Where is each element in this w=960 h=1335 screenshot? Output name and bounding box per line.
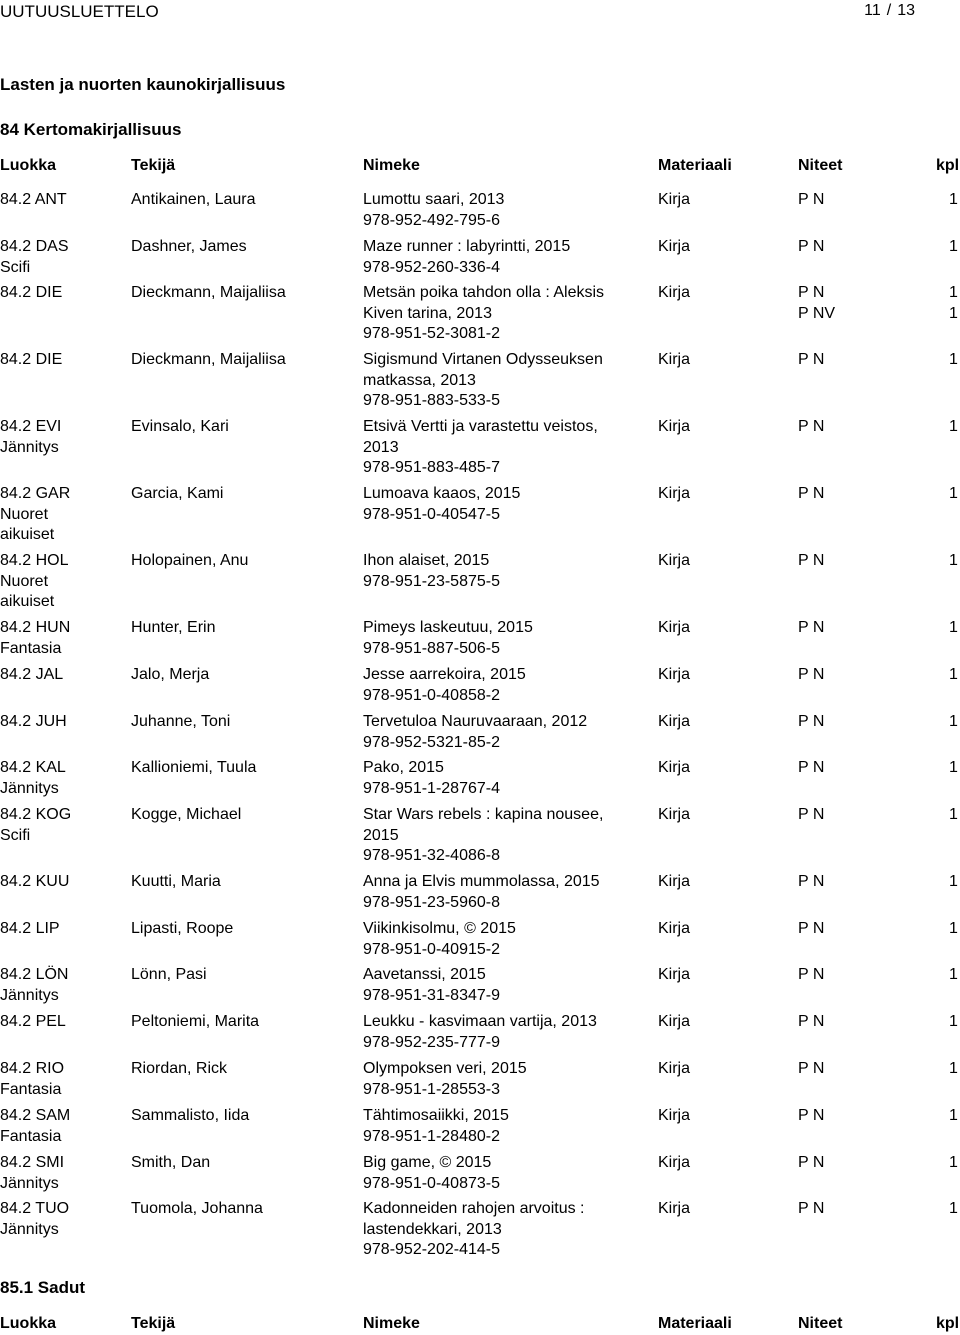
material-cell: Kirja — [658, 552, 691, 569]
author-cell: Antikainen, Laura — [131, 191, 256, 208]
classification-cell: 84.2 KAL Jännitys — [0, 759, 66, 797]
material-cell: Kirja — [658, 713, 691, 730]
material-cell: Kirja — [658, 284, 691, 301]
col-header-kpl: kpl — [936, 1315, 960, 1332]
material-cell: Kirja — [658, 1013, 691, 1030]
document-title: UUTUUSLUETTELO — [0, 2, 159, 21]
title-cell: Metsän poika tahdon olla : Aleksis Kiven tarina, 2013 978-951-52-3081-2 — [363, 284, 605, 343]
count-cell: 1 — [949, 966, 958, 983]
section-title: Lasten ja nuorten kaunokirjallisuus — [0, 75, 286, 94]
title-cell: Viikinkisolmu, © 2015 978-951-0-40915-2 — [363, 920, 516, 958]
title-cell: Ihon alaiset, 2015 978-951-23-5875-5 — [363, 552, 500, 590]
title-cell: Pimeys laskeutuu, 2015 978-951-887-506-5 — [363, 619, 533, 657]
title-cell: Sigismund Virtanen Odysseuksen matkassa, 2013 978-951-883-533-5 — [363, 351, 603, 410]
count-cell: 1 — [949, 485, 958, 502]
author-cell: Lipasti, Roope — [131, 920, 234, 937]
page-header — [0, 0, 960, 24]
col-header-tekija: Tekijä — [131, 157, 176, 174]
copies-location-cell: P N — [798, 1200, 825, 1217]
classification-cell: 84.2 DIE — [0, 351, 63, 368]
classification-cell: 84.2 DAS Scifi — [0, 238, 69, 276]
column-header-row — [0, 157, 960, 177]
col-header-nimeke: Nimeke — [363, 157, 420, 174]
classification-cell: 84.2 JUH — [0, 713, 67, 730]
count-cell: 1 — [949, 920, 958, 937]
classification-cell: 84.2 KOG Scifi — [0, 806, 72, 844]
copies-location-cell: P N — [798, 1107, 825, 1124]
count-cell: 1 1 — [949, 284, 958, 322]
classification-cell: 84.2 HOL Nuoret aikuiset — [0, 552, 69, 611]
copies-location-cell: P N — [798, 552, 825, 569]
col-header-kpl: kpl — [936, 157, 960, 174]
count-cell: 1 — [949, 1107, 958, 1124]
total-pages: 13 — [897, 2, 915, 19]
count-cell: 1 — [949, 713, 958, 730]
count-cell: 1 — [949, 619, 958, 636]
title-cell: Jesse aarrekoira, 2015 978-951-0-40858-2 — [363, 666, 526, 704]
col-header-luokka: Luokka — [0, 1315, 57, 1332]
material-cell: Kirja — [658, 666, 691, 683]
title-cell: Etsivä Vertti ja varastettu veistos, 2013 978-951-883-485-7 — [363, 418, 598, 477]
title-cell: Kadonneiden rahojen arvoitus : lastendekkari, 2013 978-952-202-414-5 — [363, 1200, 585, 1259]
author-cell: Tuomola, Johanna — [131, 1200, 263, 1217]
classification-cell: 84.2 GAR Nuoret aikuiset — [0, 485, 71, 544]
col-header-luokka: Luokka — [0, 157, 57, 174]
classification-cell: 84.2 KUU — [0, 873, 70, 890]
title-cell: Star Wars rebels : kapina nousee, 2015 978-951-32-4086-8 — [363, 806, 604, 865]
col-header-nimeke: Nimeke — [363, 1315, 420, 1332]
classification-cell: 84.2 LÖN Jännitys — [0, 966, 69, 1004]
page-number: 11 / 13 — [864, 2, 915, 19]
author-cell: Kallioniemi, Tuula — [131, 759, 257, 776]
material-cell: Kirja — [658, 238, 691, 255]
author-cell: Riordan, Rick — [131, 1060, 228, 1077]
title-cell: Olympoksen veri, 2015 978-951-1-28553-3 — [363, 1060, 527, 1098]
count-cell: 1 — [949, 351, 958, 368]
author-cell: Evinsalo, Kari — [131, 418, 229, 435]
material-cell: Kirja — [658, 920, 691, 937]
title-cell: Lumottu saari, 2013 978-952-492-795-6 — [363, 191, 505, 229]
copies-location-cell: P N — [798, 873, 825, 890]
column-header-row-bottom — [0, 1315, 960, 1335]
classification-cell: 84.2 ANT — [0, 191, 67, 208]
copies-location-cell: P N — [798, 966, 825, 983]
classification-cell: 84.2 RIO Fantasia — [0, 1060, 65, 1098]
author-cell: Lönn, Pasi — [131, 966, 207, 983]
material-cell: Kirja — [658, 1154, 691, 1171]
author-cell: Juhanne, Toni — [131, 713, 231, 730]
copies-location-cell: P N — [798, 485, 825, 502]
count-cell: 1 — [949, 191, 958, 208]
classification-cell: 84.2 DIE — [0, 284, 63, 301]
author-cell: Dashner, James — [131, 238, 247, 255]
current-page: 11 — [864, 2, 881, 19]
title-cell: Pako, 2015 978-951-1-28767-4 — [363, 759, 500, 797]
title-cell: Maze runner : labyrintti, 2015 978-952-260-336-4 — [363, 238, 571, 276]
copies-location-cell: P N — [798, 351, 825, 368]
count-cell: 1 — [949, 1200, 958, 1217]
classification-cell: 84.2 PEL — [0, 1013, 66, 1030]
next-section-title: 85.1 Sadut — [0, 1278, 86, 1297]
copies-location-cell: P N — [798, 759, 825, 776]
subsection-title: 84 Kertomakirjallisuus — [0, 120, 182, 139]
copies-location-cell: P N P NV — [798, 284, 836, 322]
material-cell: Kirja — [658, 1200, 691, 1217]
count-cell: 1 — [949, 873, 958, 890]
count-cell: 1 — [949, 418, 958, 435]
col-header-niteet: Niteet — [798, 1315, 843, 1332]
classification-cell: 84.2 HUN Fantasia — [0, 619, 71, 657]
classification-cell: 84.2 JAL — [0, 666, 64, 683]
copies-location-cell: P N — [798, 920, 825, 937]
copies-location-cell: P N — [798, 806, 825, 823]
author-cell: Dieckmann, Maijaliisa — [131, 284, 286, 301]
material-cell: Kirja — [658, 806, 691, 823]
material-cell: Kirja — [658, 873, 691, 890]
classification-cell: 84.2 EVI Jännitys — [0, 418, 62, 456]
classification-cell: 84.2 SAM Fantasia — [0, 1107, 71, 1145]
material-cell: Kirja — [658, 418, 691, 435]
classification-cell: 84.2 TUO Jännitys — [0, 1200, 70, 1238]
copies-location-cell: P N — [798, 191, 825, 208]
author-cell: Jalo, Merja — [131, 666, 210, 683]
material-cell: Kirja — [658, 191, 691, 208]
author-cell: Kuutti, Maria — [131, 873, 221, 890]
copies-location-cell: P N — [798, 1060, 825, 1077]
author-cell: Peltoniemi, Marita — [131, 1013, 260, 1030]
count-cell: 1 — [949, 1013, 958, 1030]
material-cell: Kirja — [658, 1060, 691, 1077]
author-cell: Holopainen, Anu — [131, 552, 249, 569]
col-header-materiaali: Materiaali — [658, 1315, 732, 1332]
copies-location-cell: P N — [798, 1013, 825, 1030]
count-cell: 1 — [949, 238, 958, 255]
title-cell: Aavetanssi, 2015 978-951-31-8347-9 — [363, 966, 500, 1004]
copies-location-cell: P N — [798, 238, 825, 255]
classification-cell: 84.2 LIP — [0, 920, 60, 937]
material-cell: Kirja — [658, 966, 691, 983]
copies-location-cell: P N — [798, 666, 825, 683]
copies-location-cell: P N — [798, 619, 825, 636]
author-cell: Kogge, Michael — [131, 806, 242, 823]
col-header-niteet: Niteet — [798, 157, 843, 174]
count-cell: 1 — [949, 1060, 958, 1077]
author-cell: Hunter, Erin — [131, 619, 216, 636]
copies-location-cell: P N — [798, 713, 825, 730]
material-cell: Kirja — [658, 619, 691, 636]
author-cell: Smith, Dan — [131, 1154, 211, 1171]
material-cell: Kirja — [658, 351, 691, 368]
author-cell: Dieckmann, Maijaliisa — [131, 351, 286, 368]
material-cell: Kirja — [658, 1107, 691, 1124]
title-cell: Lumoava kaaos, 2015 978-951-0-40547-5 — [363, 485, 521, 523]
title-cell: Anna ja Elvis mummolassa, 2015 978-951-23-5960-8 — [363, 873, 600, 911]
count-cell: 1 — [949, 552, 958, 569]
count-cell: 1 — [949, 666, 958, 683]
title-cell: Big game, © 2015 978-951-0-40873-5 — [363, 1154, 500, 1192]
title-cell: Leukku - kasvimaan vartija, 2013 978-952-235-777-9 — [363, 1013, 597, 1051]
classification-cell: 84.2 SMI Jännitys — [0, 1154, 65, 1192]
count-cell: 1 — [949, 1154, 958, 1171]
col-header-materiaali: Materiaali — [658, 157, 732, 174]
col-header-tekija: Tekijä — [131, 1315, 176, 1332]
author-cell: Garcia, Kami — [131, 485, 224, 502]
copies-location-cell: P N — [798, 418, 825, 435]
count-cell: 1 — [949, 759, 958, 776]
count-cell: 1 — [949, 806, 958, 823]
material-cell: Kirja — [658, 759, 691, 776]
title-cell: Tervetuloa Nauruvaaraan, 2012 978-952-5321-85-2 — [363, 713, 588, 751]
copies-location-cell: P N — [798, 1154, 825, 1171]
title-cell: Tähtimosaiikki, 2015 978-951-1-28480-2 — [363, 1107, 509, 1145]
author-cell: Sammalisto, Iida — [131, 1107, 250, 1124]
material-cell: Kirja — [658, 485, 691, 502]
